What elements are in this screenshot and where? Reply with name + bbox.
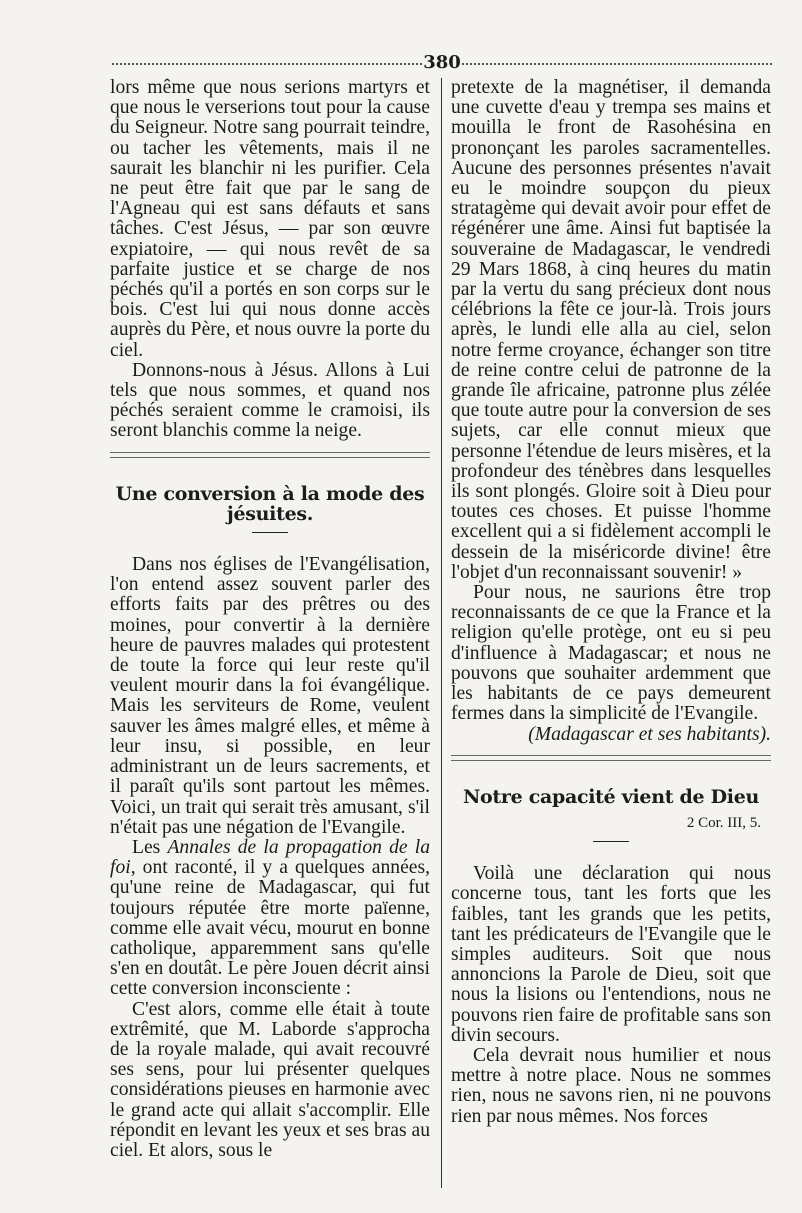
- paragraph: [110, 838, 430, 1000]
- paragraph: Donnons-nous à Jésus. Allons à Lui tels que nous sommes, et quand nos péchés seraient comme le cramoisi, ils seront blanchis comme la neige.: [110, 359, 430, 442]
- text-run: , ont raconté, il y a quelques années, qu'une reine de Madagascar, qui fut toujours réputée être morte païenne, comme elle avait vécu, mourut en bonne catholique, apparemment sans qu'elle s'en en doutât. Le père Jouen décrit ainsi cette conversion inconsciente :: [110, 857, 430, 1000]
- paragraph: Cela devrait nous humilier et nous mettre à notre place. Nous ne sommes rien, nous ne savons rien, ni ne pouvons rien par nous mêmes. Nos forces: [451, 1044, 771, 1127]
- paragraph: pretexte de la magnétiser, il demanda une cuvette d'eau y trempa ses mains et mouilla le front de Rasohésina en prononçant les paroles sacramentelles. Aucune des personnes présentes n'avait eu le moindre soupçon du pieux stratagème qui devait avoir pour effet de régénérer une âme. Ainsi fut baptisée la souveraine de Madagascar, le vendredi 29 Mars 1868, à cinq heures du matin par la vertu du sang précieux dont nous célébrions la fête ce jour-là. Trois jours après, le lundi elle alla au ciel, selon notre ferme croyance, échanger son titre de reine contre celui de patronne de la grande île africaine, patronne plus zélée que toute autre pour la conversion de ses sujets, car elle connut mieux que personne l'étendue de leurs misères, et la profondeur des ténèbres dans lesquelles ils sont plongés. Gloire soit à Dieu pour toutes ces choses. Et puisse l'homme excellent qui a si fidèlement accompli le dessein de la miséricorde divine! être l'objet d'un reconnaissant souvenir! »: [451, 77, 771, 583]
- left-column: [110, 78, 430, 1161]
- section-separator: [451, 755, 771, 761]
- paragraph: lors même que nous serions martyrs et que nous le verserions tout pour la cause du Seigneur. Notre sang pourrait teindre, ou tacher les vêtements, mais il ne saurait les blanchir ni les purifier. Cela ne peut être fait que par le sang de l'Agneau qui est sans défauts et sans tâches. C'est Jésus, — par son œuvre expiatoire, — qui nous revêt de sa parfaite justice et se charge de nos péchés qu'il a portés en son corps sur le bois. C'est lui qui nous donne accès auprès du Père, et nous ouvre la porte du ciel.: [110, 77, 430, 361]
- column-divider: [441, 78, 442, 1188]
- title-rule: [593, 841, 629, 842]
- paragraph: C'est alors, comme elle était à toute extrêmité, que M. Laborde s'approcha de la royale malade, qui avait recouvré ses sens, pour lui présenter quelques considérations pieuses en harmonie avec le grand acte qui allait s'accomplir. Elle répondit en levant les yeux et ses bras au ciel. Et alors, sous le: [110, 998, 430, 1161]
- paragraph: Voilà une déclaration qui nous concerne tous, tant les forts que les faibles, tant les grands que les petits, tant les prédicateurs de l'Evangile que le simples auditeurs. Soit que nous annoncions la Parole de Dieu, soit que nous la lisions ou l'entendions, nous ne pouvons rien faire de profitable sans son divin secours.: [451, 863, 771, 1046]
- right-column: [451, 78, 771, 1127]
- scripture-reference: 2 Cor. III, 5.: [686, 814, 761, 831]
- source-citation: (Madagascar et ses habitants).: [528, 723, 771, 745]
- title-rule: [252, 532, 288, 533]
- paragraph: Pour nous, ne saurions être trop reconnaissants de ce que la France et la religion qu'elle protège, ont eu si peu d'influence à Madagascar; et nous ne pouvons que souhaiter ardemment que les habitants de ce pays demeurent fermes dans la simplicité de l'Evangile.: [451, 582, 771, 725]
- header-rule-left: [112, 63, 422, 65]
- section-separator: [110, 452, 430, 458]
- article-title: Une conversion à la mode des jésuites.: [115, 482, 425, 525]
- header-rule-right: [462, 63, 772, 65]
- article-title: Notre capacité vient de Dieu: [462, 785, 759, 808]
- publication-title: Annales de la propagation de la foi: [110, 836, 430, 879]
- text-run: Les: [132, 836, 168, 858]
- page-number: 380: [423, 52, 461, 73]
- paragraph: Dans nos églises de l'Evangélisation, l'on entend assez souvent parler des efforts faits par des prêtres ou des moines, pour convertir à la dernière heure de pauvres malades qui protestent de toute la force qui leur reste qu'il veulent mourir dans la foi évangélique. Mais les serviteurs de Rome, veulent sauver les âmes malgré elles, et même à leur insu, si possible, en leur administrant un de leurs sacrements, et il paraît qu'ils sont partout les mêmes. Voici, un trait qui serait très amusant, s'il n'était pas une négation de l'Evangile.: [110, 554, 430, 838]
